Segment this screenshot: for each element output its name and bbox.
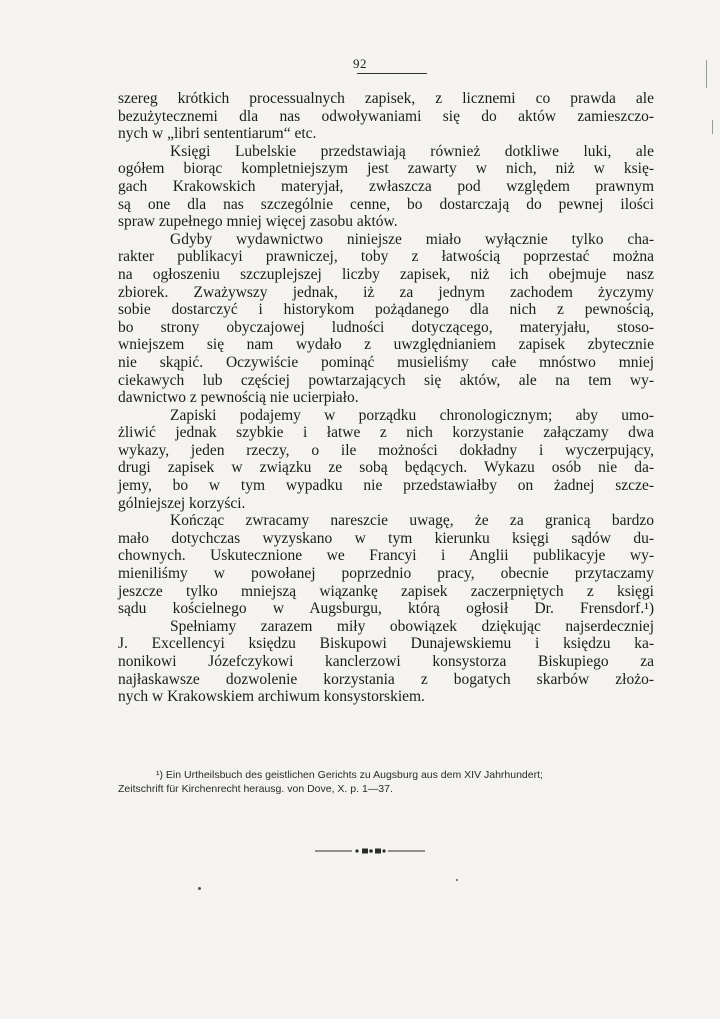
- text-line: J. Excellencyi księdzu Biskupowi Dunajewskiemu i księdzu ka-: [118, 635, 654, 653]
- text-line: szereg krótkich processualnych zapisek, z licznemi co prawda ale: [118, 90, 654, 107]
- text-line: bezużytecznemi dla nas odwoływaniami się do aktów zamieszczo-: [118, 107, 654, 125]
- text-line: gach Krakowskich materyjał, zwłaszcza pod względem prawnym: [118, 177, 654, 195]
- text-line: wykazy, jeden rzeczy, o ile możności dokładny i wyczerpujący,: [118, 441, 654, 459]
- footnote-line: Zeitschrift für Kirchenrecht herausg. von Dove, X. p. 1—37.: [118, 783, 393, 795]
- page-number-rule: [357, 73, 427, 74]
- footnote-line: ¹) Ein Urtheilsbuch des geistlichen Gerichts zu Augsburg aus dem XIV Jahrhundert;: [156, 769, 543, 781]
- text-line: sądu kościelnego w Augsburgu, którą ogłosił Dr. Frensdorf.¹): [118, 600, 654, 618]
- text-line: ogółem biorąc kompletniejszym jest zawarty w nich, niż w księ-: [118, 160, 654, 178]
- text-line: nie skąpić. Oczywiście pominąć musieliśmy całe mnóstwo mniej: [118, 353, 654, 371]
- text-line: drugi zapisek w związku ze sobą będących. Wykazu osób nie da-: [118, 459, 654, 477]
- footnote: [118, 768, 654, 796]
- text-line: żliwić jednak szybkie i łatwe z nich korzystanie załączamy dwa: [118, 424, 654, 442]
- text-line: jemy, bo w tym wypadku nie przedstawiałby on żadnej szcze-: [118, 477, 654, 495]
- text-line: mało dotychczas wyzyskano w tym kierunku księgi sądów du-: [118, 529, 654, 547]
- ornament-divider: [0, 846, 720, 856]
- text-line: dawnictwo z pewnością nie ucierpiało.: [118, 389, 359, 407]
- paper-speck: [198, 887, 201, 890]
- text-line: zbiorek. Zważywszy jednak, iż za jednym zachodem życzymy: [118, 283, 654, 301]
- text-line: Zapiski podajemy w porządku chronologicznym; aby umo-: [170, 406, 654, 424]
- page-number: 92: [353, 56, 367, 71]
- text-line: chownych. Uskutecznione we Francyi i Anglii publikacyje wy-: [118, 547, 654, 565]
- paper-speck: [456, 879, 458, 881]
- text-line: rakter publikacyi prawniczej, toby z łatwością poprzestać można: [118, 248, 654, 266]
- body-text: [118, 90, 654, 706]
- text-line: nych w „libri sententiarum“ etc.: [118, 125, 317, 143]
- text-line: Kończąc zwracamy nareszcie uwagę, że za granicą bardzo: [170, 512, 654, 530]
- text-line: wniejszem się nam wydało z uwzględnianiem zapisek zbytecznie: [118, 336, 654, 354]
- text-line: sobie dostarczyć i historykom pożądanego dla nich z pewnością,: [118, 301, 654, 319]
- text-line: gólniejszej korzyści.: [118, 494, 246, 512]
- text-line: bo strony obyczajowej ludności dotyczącego, materyjału, stoso-: [118, 318, 654, 336]
- text-line: na ogłoszeniu szczuplejszej liczby zapisek, niż ich obejmuje nasz: [118, 265, 654, 283]
- text-line: mieniliśmy w powołanej poprzednio pracy, obecnie przytaczamy: [118, 565, 654, 583]
- page-edge-mark: [706, 60, 707, 88]
- text-line: spraw zupełnego mniej więcej zasobu aktów.: [118, 213, 398, 231]
- page-edge-mark: [712, 120, 713, 134]
- text-line: Księgi Lubelskie przedstawiają również dotkliwe luki, ale: [170, 142, 654, 160]
- text-line: jeszcze tylko mniejszą wiązankę zapisek zaczerpniętych z księgi: [118, 582, 654, 600]
- text-line: Gdyby wydawnictwo niniejsze miało wyłącznie tylko cha-: [170, 230, 654, 248]
- text-line: są one dla nas szczególnie cenne, bo dostarczają do pewnej ilości: [118, 195, 654, 213]
- text-line: nych w Krakowskiem archiwum konsystorskiem.: [118, 688, 425, 706]
- text-line: najłaskawsze dozwolenie korzystania z bogatych skarbów złożo-: [118, 670, 654, 688]
- text-line: ciekawych lub częściej powtarzających się aktów, ale na tem wy-: [118, 371, 654, 389]
- text-line: Spełniamy zarazem miły obowiązek dziękując najserdeczniej: [170, 617, 654, 635]
- text-line: nonikowi Józefczykowi kanclerzowi konsystorza Biskupiego za: [118, 653, 654, 670]
